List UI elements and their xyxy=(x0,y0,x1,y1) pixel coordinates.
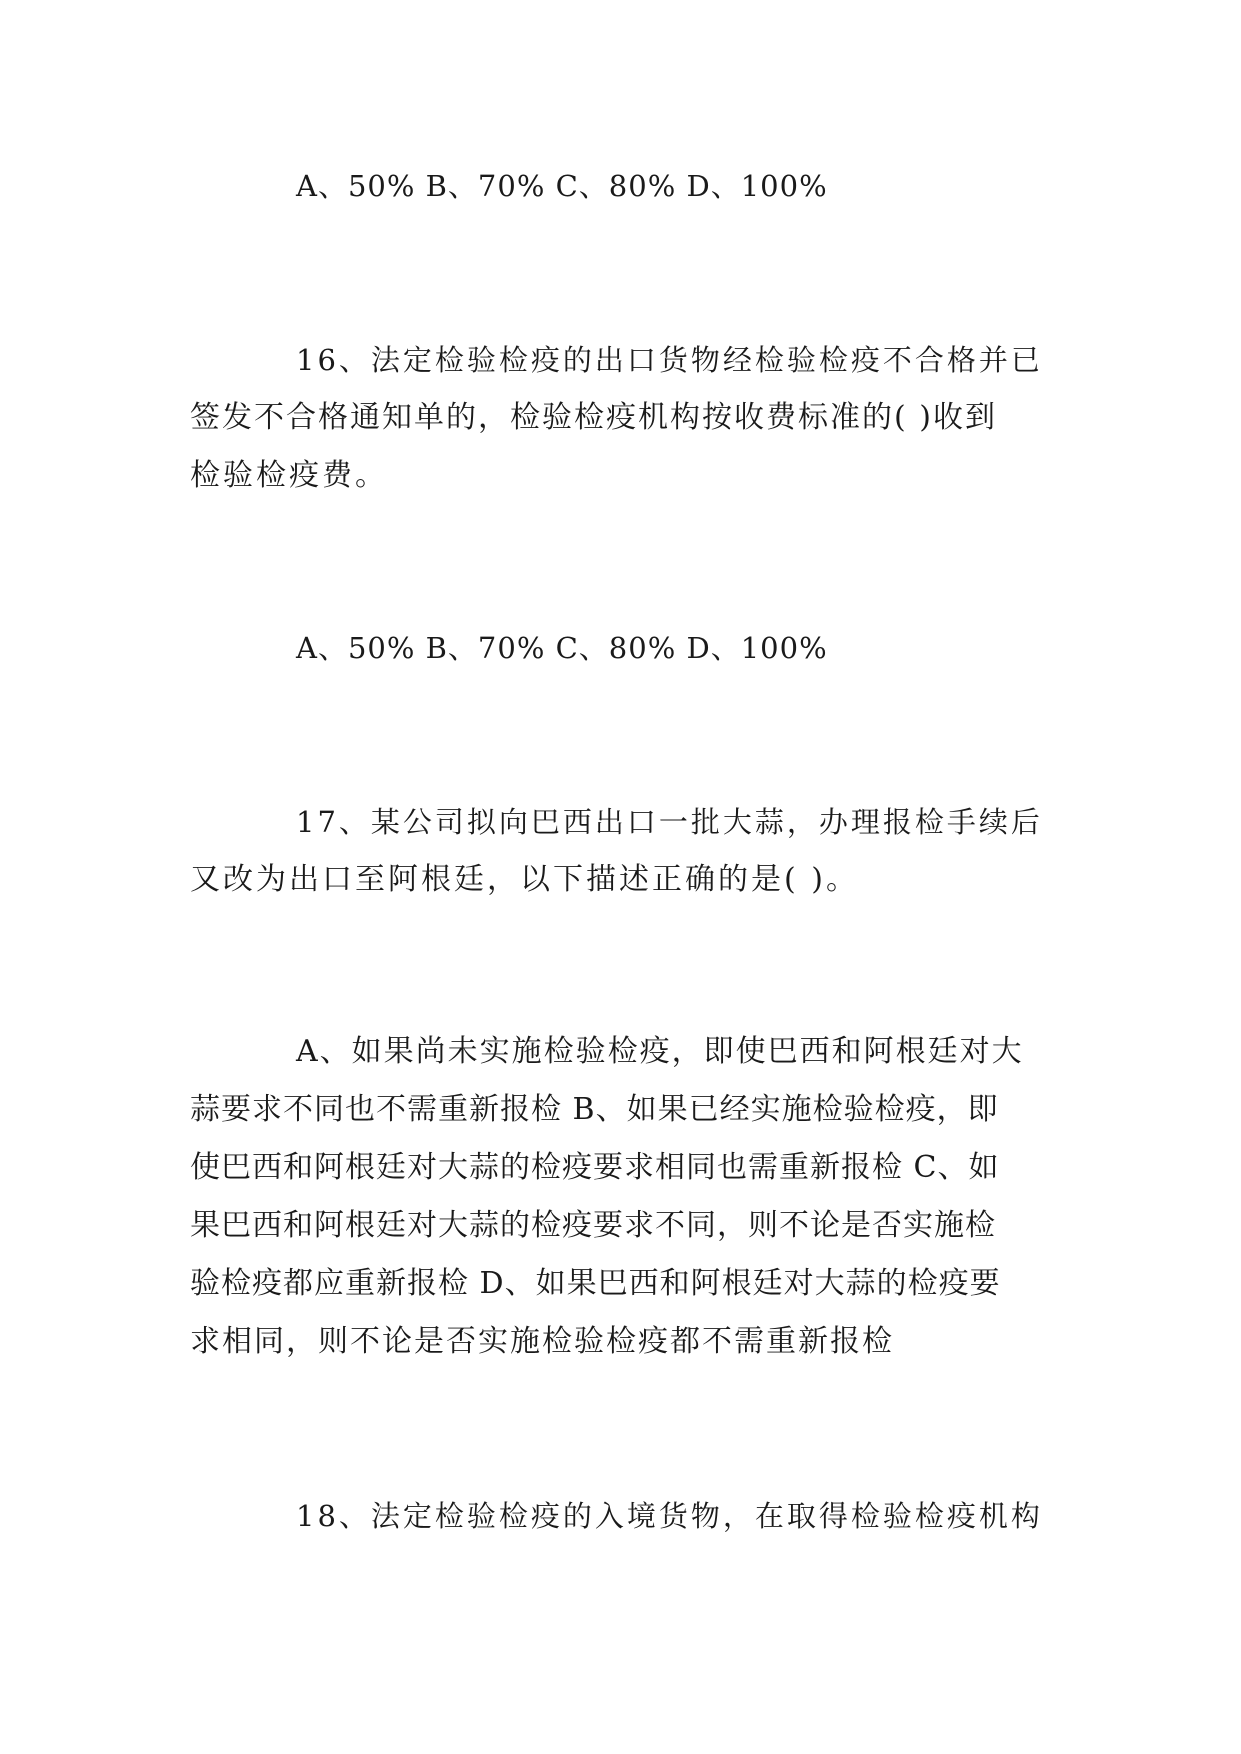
question-16-line-1: 16、法定检验检疫的出口货物经检验检疫不合格并已 xyxy=(296,343,1043,377)
options-q17-line-3: 使巴西和阿根廷对大蒜的检疫要求相同也需重新报检 C、如 xyxy=(190,1150,1000,1185)
options-q17-line-5: 验检疫都应重新报检 D、如果巴西和阿根廷对大蒜的检疫要 xyxy=(190,1266,1001,1301)
options-q17-line-1: A、如果尚未实施检验检疫，即使巴西和阿根廷对大 xyxy=(296,1034,1024,1069)
options-q17-line-4: 果巴西和阿根廷对大蒜的检疫要求不同，则不论是否实施检 xyxy=(190,1208,996,1243)
options-q15: A、50% B、70% C、80% D、100% xyxy=(296,169,828,203)
question-17-line-2: 又改为出口至阿根廷，以下描述正确的是( )。 xyxy=(190,862,859,897)
options-q17-line-6: 求相同，则不论是否实施检验检疫都不需重新报检 xyxy=(190,1324,894,1359)
options-q16: A、50% B、70% C、80% D、100% xyxy=(296,631,828,665)
question-17-line-1: 17、某公司拟向巴西出口一批大蒜，办理报检手续后 xyxy=(296,805,1043,839)
question-16-line-3: 检验检疫费。 xyxy=(190,458,388,493)
question-18-line-1: 18、法定检验检疫的入境货物，在取得检验检疫机构 xyxy=(296,1499,1043,1533)
options-q17-line-2: 蒜要求不同也不需重新报检 B、如果已经实施检验检疫，即 xyxy=(190,1092,999,1127)
question-16-line-2: 签发不合格通知单的，检验检疫机构按收费标准的( )收到 xyxy=(190,400,997,435)
